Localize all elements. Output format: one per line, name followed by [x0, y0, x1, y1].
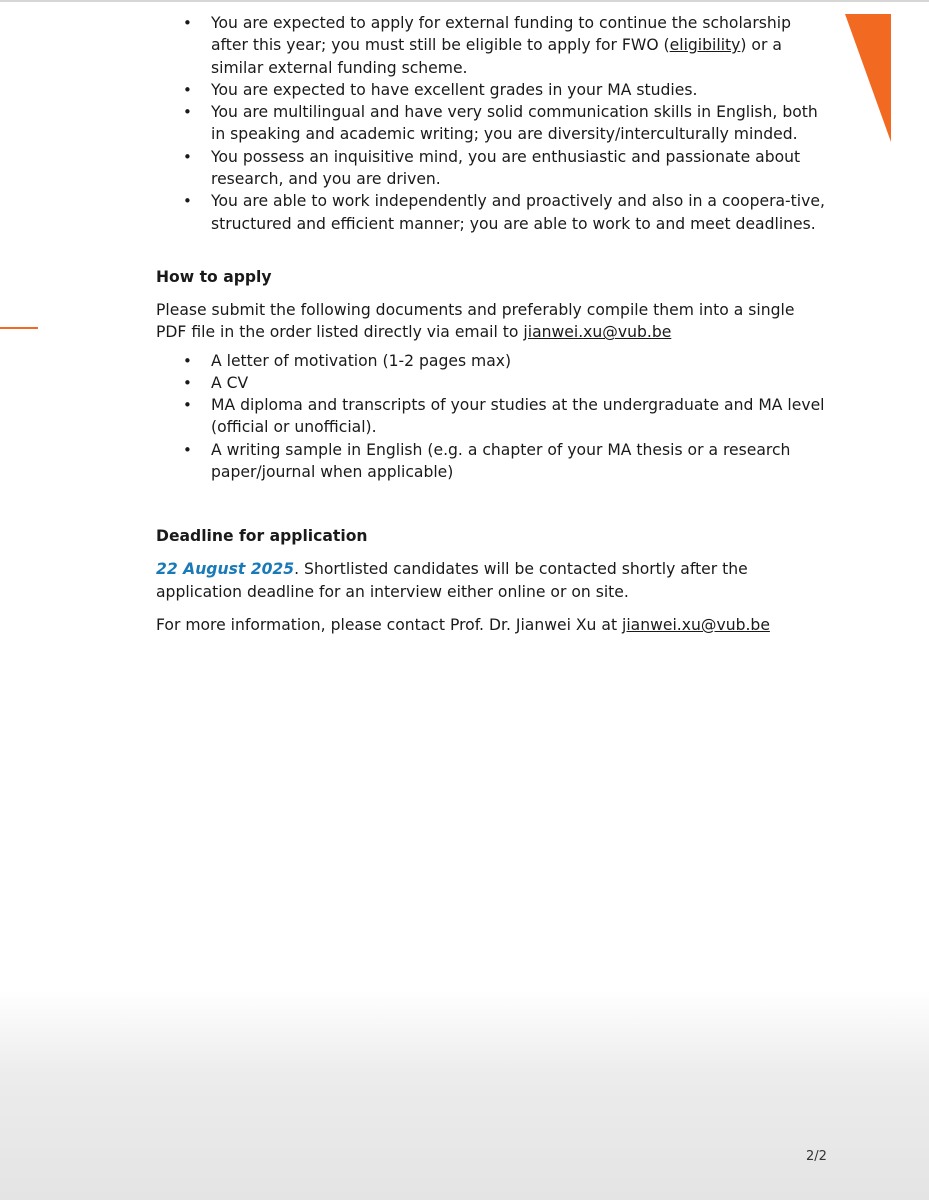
deadline-heading: Deadline for application — [156, 527, 368, 546]
orange-corner-decoration — [845, 14, 891, 142]
application-email-link[interactable]: jianwei.xu@vub.be — [523, 323, 672, 342]
list-item: • You possess an inquisitive mind, you are enthusiastic and passionate about research, and you are driven. — [183, 147, 801, 189]
how-to-apply-intro: Please submit the following documents and preferably compile them into a single PDF file in the order listed directly via email to jianwei.xu@vub.be — [156, 300, 795, 342]
bullet-icon: • — [183, 103, 192, 122]
document-body — [156, 12, 826, 636]
list-item: • You are expected to apply for external funding to continue the scholarship after this year; you must still be eligible to apply for FWO (eligibility) or a similar external funding scheme. — [183, 14, 791, 77]
bullet-icon: • — [183, 147, 192, 166]
bullet-icon: • — [183, 192, 192, 211]
list-item: • You are multilingual and have very solid communication skills in English, both in speaking and academic writing; you are diversity/interculturally minded. — [183, 103, 818, 144]
bullet-icon: • — [183, 373, 192, 392]
bullet-icon: • — [183, 14, 192, 32]
documents-list — [156, 350, 826, 484]
list-item: • A letter of motivation (1-2 pages max) — [156, 350, 826, 372]
orange-margin-mark — [0, 327, 38, 329]
page-top-edge — [0, 0, 929, 2]
requirements-list — [156, 12, 826, 235]
eligibility-link[interactable]: eligibility — [669, 36, 741, 55]
list-item: • A CV — [156, 372, 826, 394]
list-item: • You are expected to have excellent grades in your MA studies. — [156, 79, 826, 101]
deadline-date: 22 August 2025 — [156, 560, 295, 579]
how-to-apply-heading: How to apply — [156, 267, 272, 286]
contact-paragraph: For more information, please contact Prof. Dr. Jianwei Xu at jianwei.xu@vub.be — [156, 615, 770, 634]
bullet-icon: • — [183, 80, 192, 99]
list-item: • You are able to work independently and proactively and also in a coopera-tive, structured and efficient manner; you are able to work to and meet deadlines. — [183, 192, 825, 233]
list-item: • A writing sample in English (e.g. a chapter of your MA thesis or a research paper/journal when applicable) — [183, 440, 791, 482]
page-number: 2/2 — [806, 1149, 827, 1164]
contact-email-link[interactable]: jianwei.xu@vub.be — [622, 615, 770, 634]
bullet-icon: • — [183, 351, 192, 370]
bullet-icon: • — [183, 440, 192, 459]
bullet-icon: • — [183, 396, 192, 415]
deadline-paragraph: 22 August 2025. Shortlisted candidates will be contacted shortly after the application deadline for an interview either online or on site. — [156, 560, 748, 601]
list-item: • MA diploma and transcripts of your studies at the undergraduate and MA level (official or unofficial). — [183, 396, 825, 437]
